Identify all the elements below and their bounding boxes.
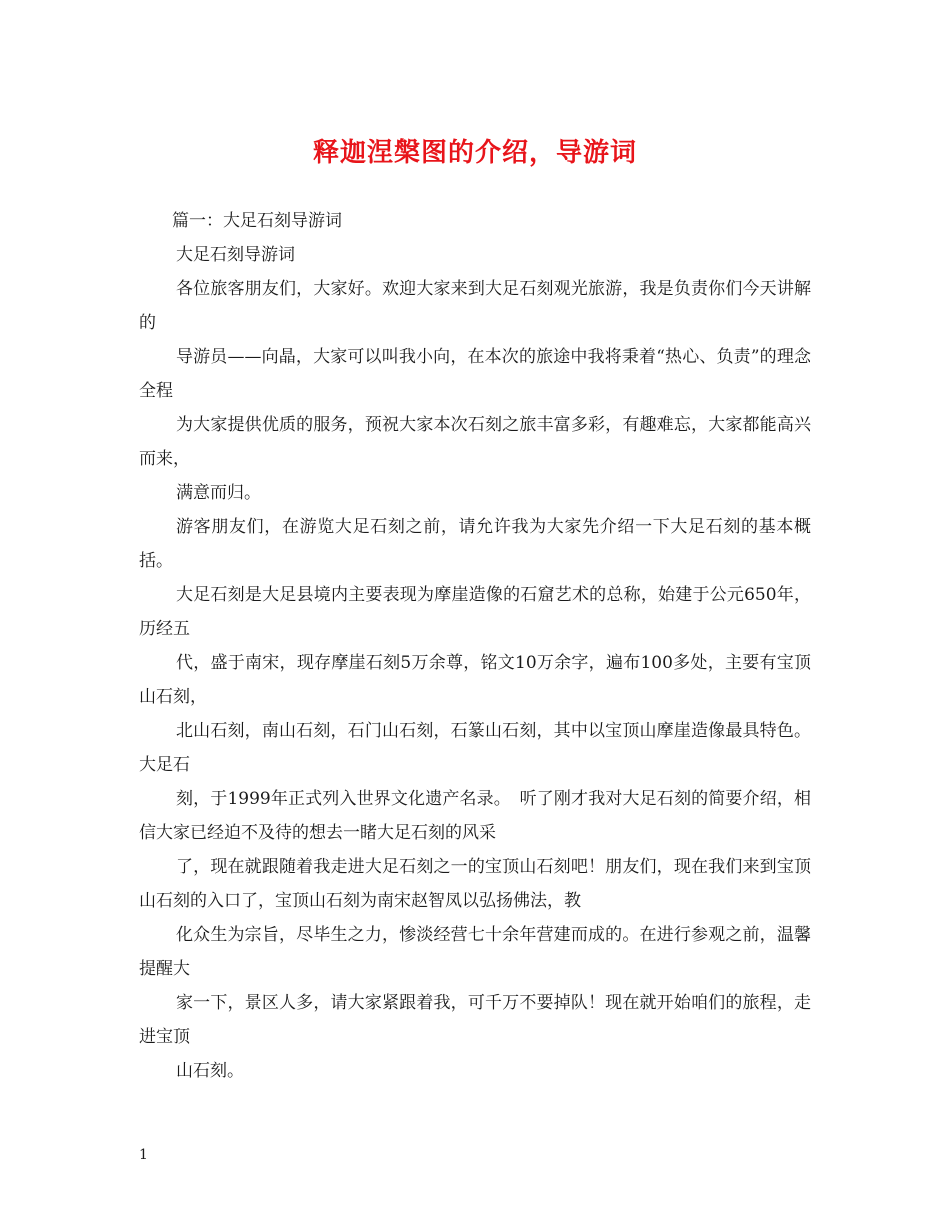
paragraph: 北山石刻，南山石刻，石门山石刻，石篆山石刻，其中以宝顶山摩崖造像最具特色。大足石	[139, 721, 811, 775]
paragraph: 家一下，景区人多，请大家紧跟着我，可千万不要掉队！现在就开始咱们的旅程，走进宝顶	[139, 993, 811, 1047]
document-body	[139, 204, 811, 1088]
paragraph: 大足石刻导游词	[176, 245, 295, 265]
paragraph: 山石刻。	[176, 1061, 244, 1081]
page-number: 1	[139, 1147, 148, 1163]
paragraph: 篇一：大足石刻导游词	[172, 211, 342, 231]
paragraph: 大足石刻是大足县境内主要表现为摩崖造像的石窟艺术的总称，始建于公元650年，历经五	[139, 585, 811, 639]
paragraph: 满意而归。	[176, 483, 261, 503]
paragraph: 代，盛于南宋，现存摩崖石刻5万余尊，铭文10万余字，遍布100多处，主要有宝顶山石刻，	[139, 653, 811, 707]
paragraph: 导游员——向晶，大家可以叫我小向，在本次的旅途中我将秉着“热心、负责”的理念全程	[139, 347, 811, 401]
document-title: 释迦涅槃图的介绍，导游词	[312, 138, 637, 168]
paragraph: 化众生为宗旨，尽毕生之力，惨淡经营七十余年营建而成的。在进行参观之前，温馨提醒大	[139, 925, 811, 979]
paragraph: 了，现在就跟随着我走进大足石刻之一的宝顶山石刻吧！朋友们，现在我们来到宝顶山石刻的入口了，宝顶山石刻为南宋赵智凤以弘扬佛法，教	[139, 857, 811, 911]
paragraph: 为大家提供优质的服务，预祝大家本次石刻之旅丰富多彩，有趣难忘，大家都能高兴而来，	[139, 415, 811, 469]
paragraph: 游客朋友们，在游览大足石刻之前，请允许我为大家先介绍一下大足石刻的基本概括。	[139, 517, 811, 571]
paragraph: 各位旅客朋友们，大家好。欢迎大家来到大足石刻观光旅游，我是负责你们今天讲解的	[139, 279, 811, 333]
paragraph: 刻，于1999年正式列入世界文化遗产名录。 听了刚才我对大足石刻的简要介绍，相信大家已经迫不及待的想去一睹大足石刻的风采	[139, 789, 811, 843]
